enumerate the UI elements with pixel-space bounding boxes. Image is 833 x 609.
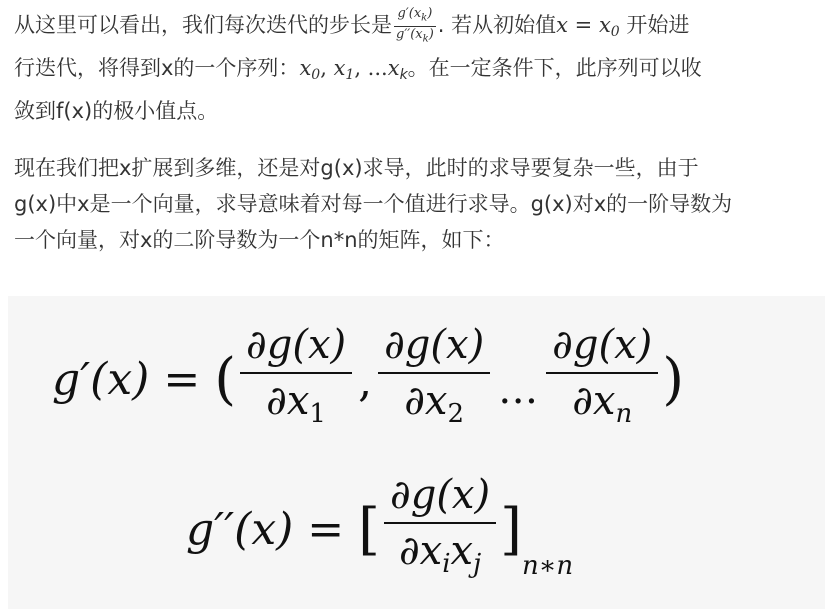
- formula1-lhs: g′(x): [52, 354, 150, 405]
- formula1-close-paren: ): [662, 347, 685, 412]
- math-subscript: 0: [610, 24, 620, 41]
- formula1-open-paren: (: [214, 347, 237, 412]
- partial-subscript-i: i: [442, 549, 451, 579]
- formula2-open-bracket: [: [358, 497, 381, 562]
- frac-numerator-end: ): [427, 6, 433, 21]
- partial-fraction-2: [378, 322, 490, 437]
- partial-subscript: 1: [309, 399, 326, 429]
- text-segment: 。在一定条件下，此序列可以收: [407, 56, 702, 81]
- partial-fraction-n: [546, 322, 658, 437]
- math-var: x: [387, 56, 400, 81]
- partial-numerator: ∂g(x): [240, 322, 352, 374]
- formula1-comma: ,: [358, 356, 373, 407]
- math-var: x: [556, 13, 568, 38]
- gradient-formula: [52, 322, 684, 437]
- partial-denominator: ∂x: [398, 528, 443, 574]
- partial-denominator: ∂x: [266, 378, 310, 424]
- text-segment: 开始进: [619, 13, 690, 38]
- frac-denominator-sub: k: [422, 33, 429, 45]
- math-equals: =: [567, 13, 599, 38]
- math-separator: , ...: [354, 56, 388, 81]
- second-partial-fraction: [384, 472, 496, 587]
- paragraph1-line3: 敛到f(x)的极小值点。: [14, 99, 219, 124]
- formula2-lhs: g′′(x): [186, 504, 294, 555]
- paragraph2-line2: g(x)中x是一个向量，求导意味着对每一个值进行求导。g(x)对x的一阶导数为: [14, 192, 733, 216]
- math-var: x: [299, 56, 312, 81]
- text-segment: 行迭代，将得到x的一个序列：: [14, 56, 300, 81]
- paragraph-multidim: [14, 150, 826, 258]
- hessian-formula: [186, 472, 573, 587]
- text-segment: 从这里可以看出，我们每次迭代的步长是: [14, 13, 392, 38]
- math-subscript: 1: [345, 67, 355, 84]
- frac-denominator: g′′(x: [396, 26, 423, 42]
- paragraph1-line1: [14, 6, 826, 50]
- paragraph1-line2: [14, 50, 826, 93]
- partial-denominator-x: x: [450, 528, 474, 574]
- partial-fraction-1: [240, 322, 352, 437]
- paragraph2-line1: 现在我们把x扩展到多维，还是对g(x)求导，此时的求导要复杂一些，由于: [14, 156, 699, 180]
- math-var: x: [333, 56, 346, 81]
- partial-subscript-j: j: [473, 549, 482, 579]
- math-var: x: [598, 13, 611, 38]
- step-size-fraction: [394, 6, 436, 46]
- formula2-equals: =: [307, 504, 345, 555]
- math-separator: ,: [320, 56, 334, 81]
- partial-denominator: ∂x: [404, 378, 448, 424]
- formula-image: [8, 296, 825, 609]
- paragraph-step-size: [14, 6, 826, 129]
- formula1-ellipsis: …: [498, 366, 539, 413]
- frac-denominator-end: ): [428, 26, 434, 42]
- formula2-matrix-index: n∗n: [521, 551, 574, 581]
- text-segment: . 若从初始值: [437, 13, 557, 38]
- math-subscript: 0: [311, 67, 321, 84]
- paragraph2-line3: 一个向量，对x的二阶导数为一个n*n的矩阵，如下：: [14, 228, 505, 252]
- partial-subscript: n: [615, 399, 633, 429]
- math-subscript: k: [399, 67, 408, 84]
- partial-numerator: ∂g(x): [384, 472, 496, 524]
- partial-numerator: ∂g(x): [378, 322, 490, 374]
- frac-numerator: g′(x: [397, 6, 422, 21]
- partial-numerator: ∂g(x): [546, 322, 658, 374]
- frac-numerator-sub: k: [421, 12, 428, 24]
- partial-denominator: ∂x: [572, 378, 616, 424]
- formula1-equals: =: [163, 354, 201, 405]
- partial-subscript: 2: [447, 399, 465, 429]
- formula2-close-bracket: ]: [500, 497, 522, 562]
